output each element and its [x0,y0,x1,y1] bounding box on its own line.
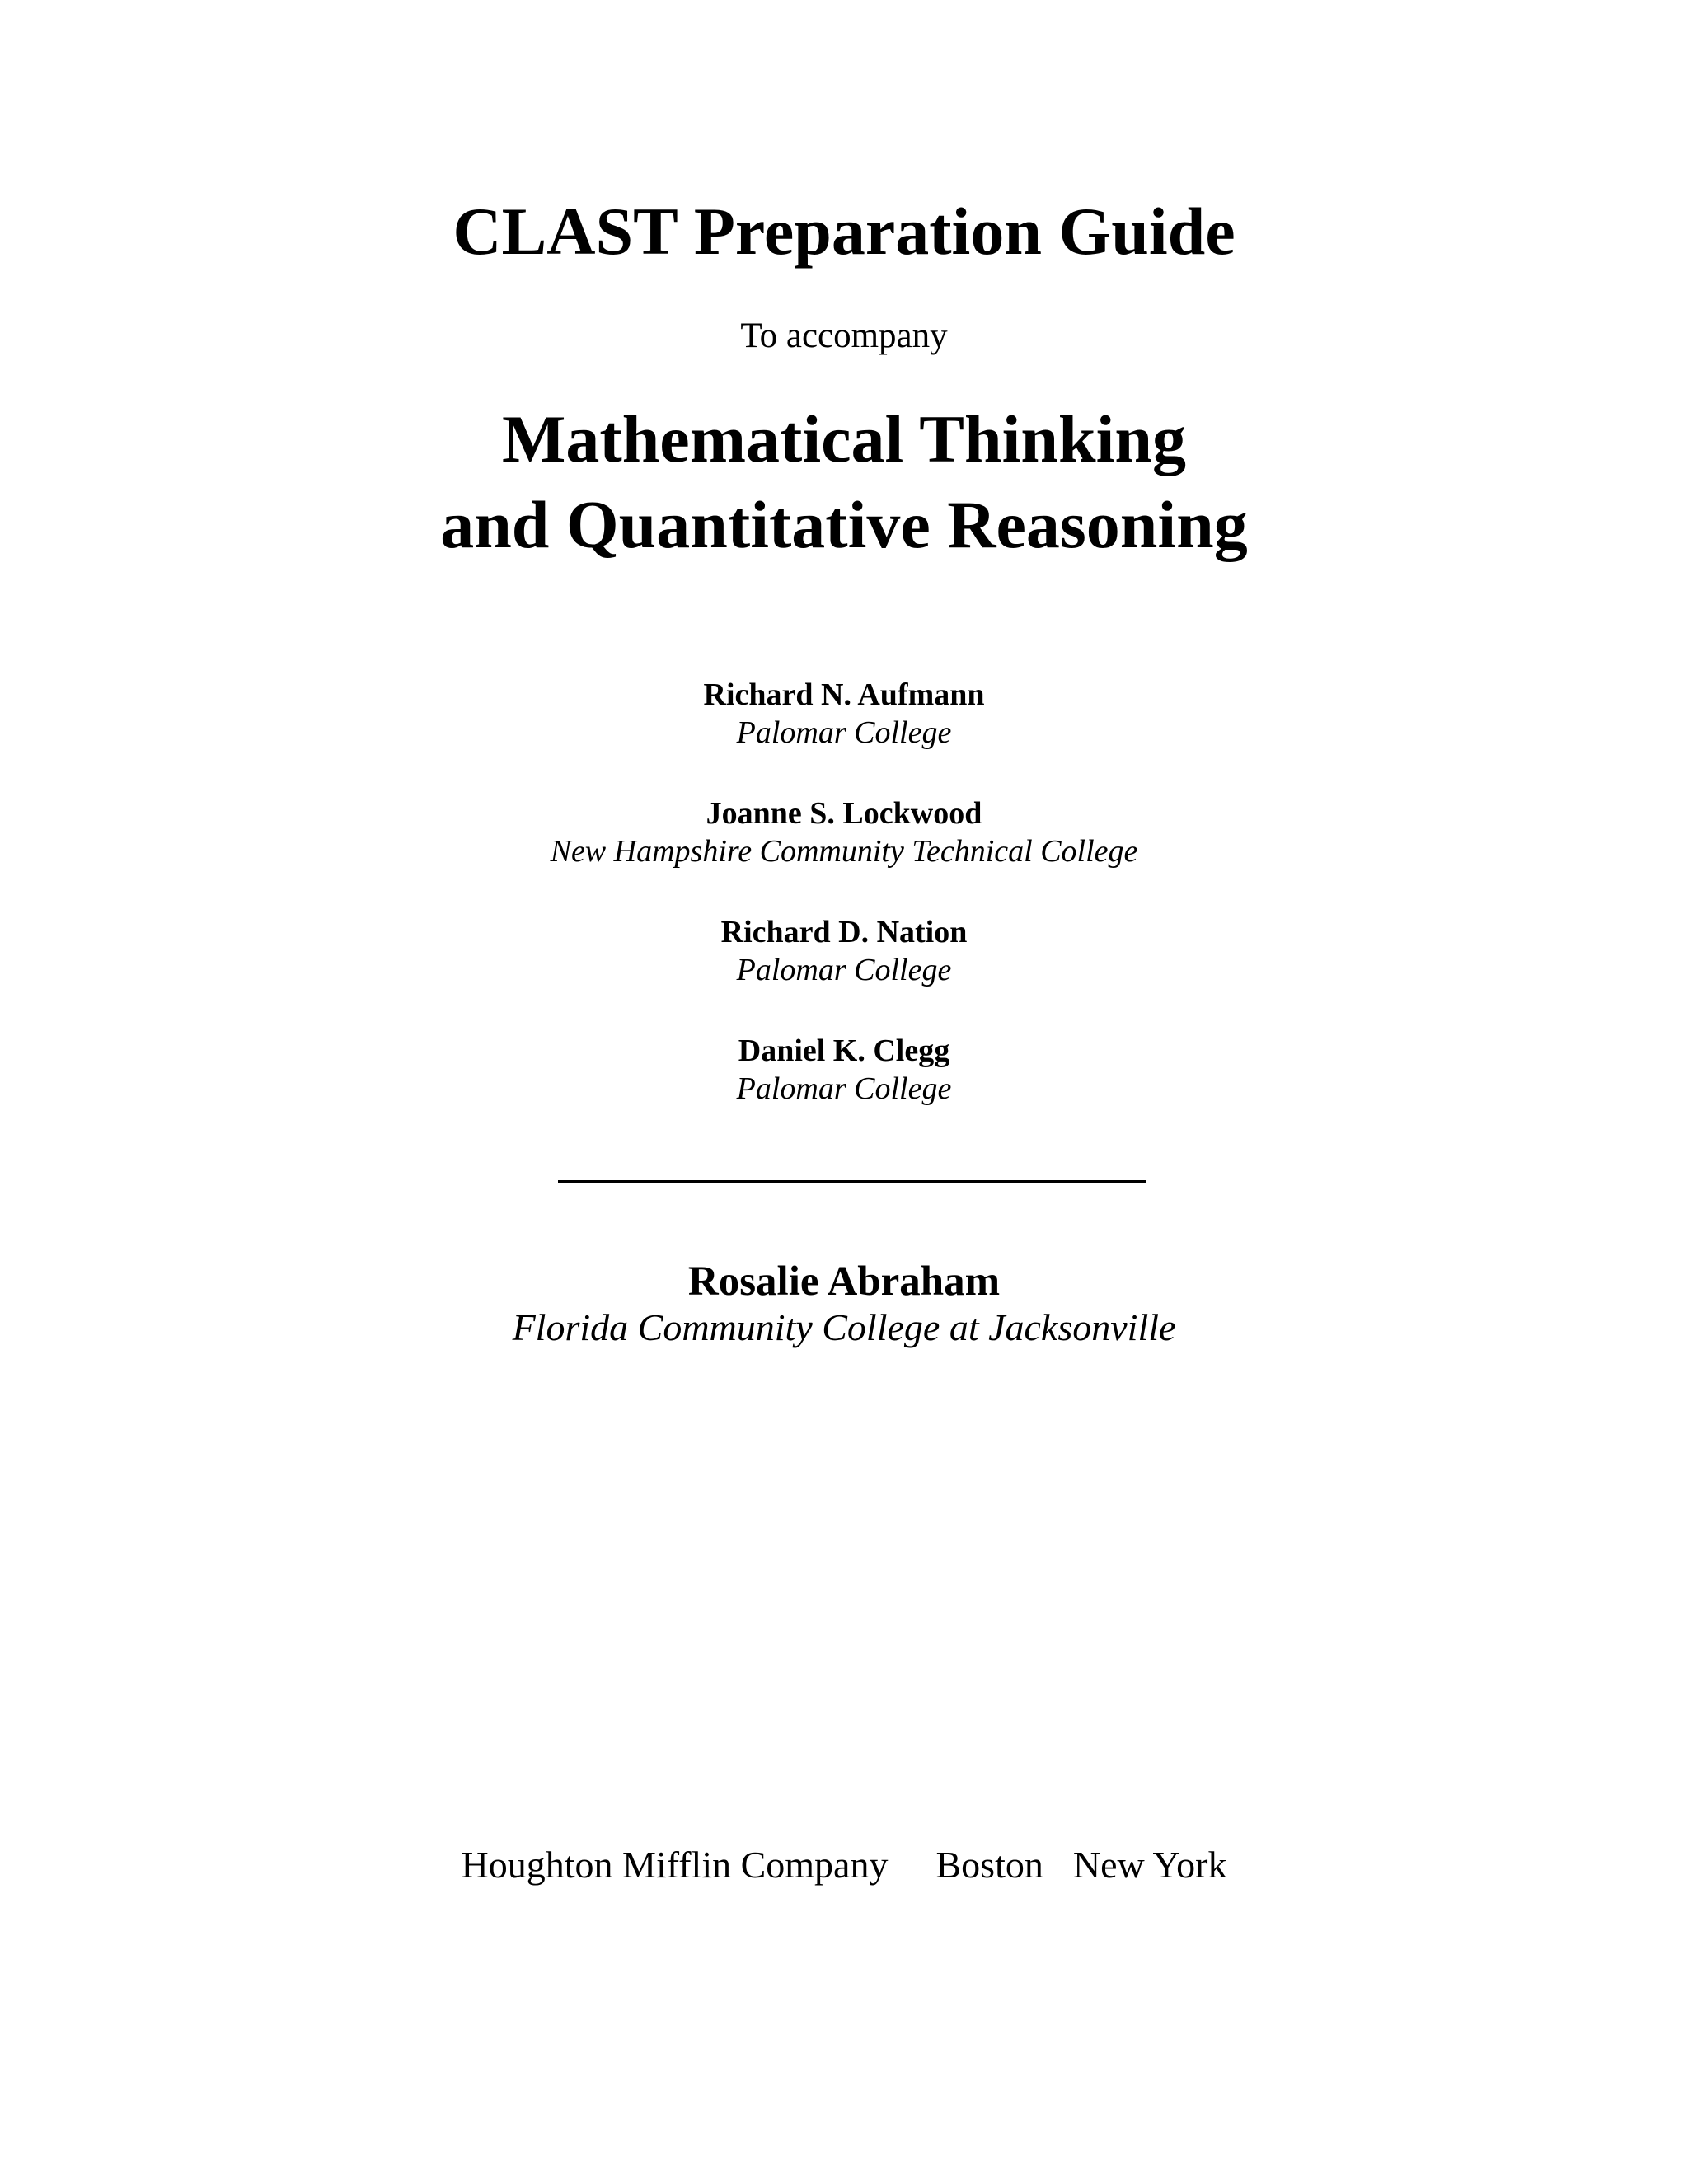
author-name: Richard D. Nation [720,915,968,949]
author-name: Joanne S. Lockwood [706,796,982,831]
guide-title: CLAST Preparation Guide [452,194,1236,269]
author-affiliation: Palomar College [736,715,952,750]
accompany-text: To accompany [740,316,948,355]
author-affiliation: Palomar College [736,1071,952,1106]
contributor-affiliation: Florida Community College at Jacksonville [512,1306,1176,1348]
publisher-city: New York [1072,1844,1227,1886]
book-title-line-2: and Quantitative Reasoning [440,487,1248,562]
book-title-line-1: Mathematical Thinking [502,401,1186,476]
divider-rule [558,1180,1146,1183]
author-name: Daniel K. Clegg [738,1033,950,1068]
author-affiliation: Palomar College [736,953,952,987]
author-affiliation: New Hampshire Community Technical College [550,834,1138,869]
publisher-line [0,1846,1688,1884]
publisher-city: Boston [935,1844,1043,1886]
author-name: Richard N. Aufmann [703,677,985,712]
publisher-name: Houghton Mifflin Company [461,1844,889,1886]
contributor-name: Rosalie Abraham [687,1258,1001,1305]
